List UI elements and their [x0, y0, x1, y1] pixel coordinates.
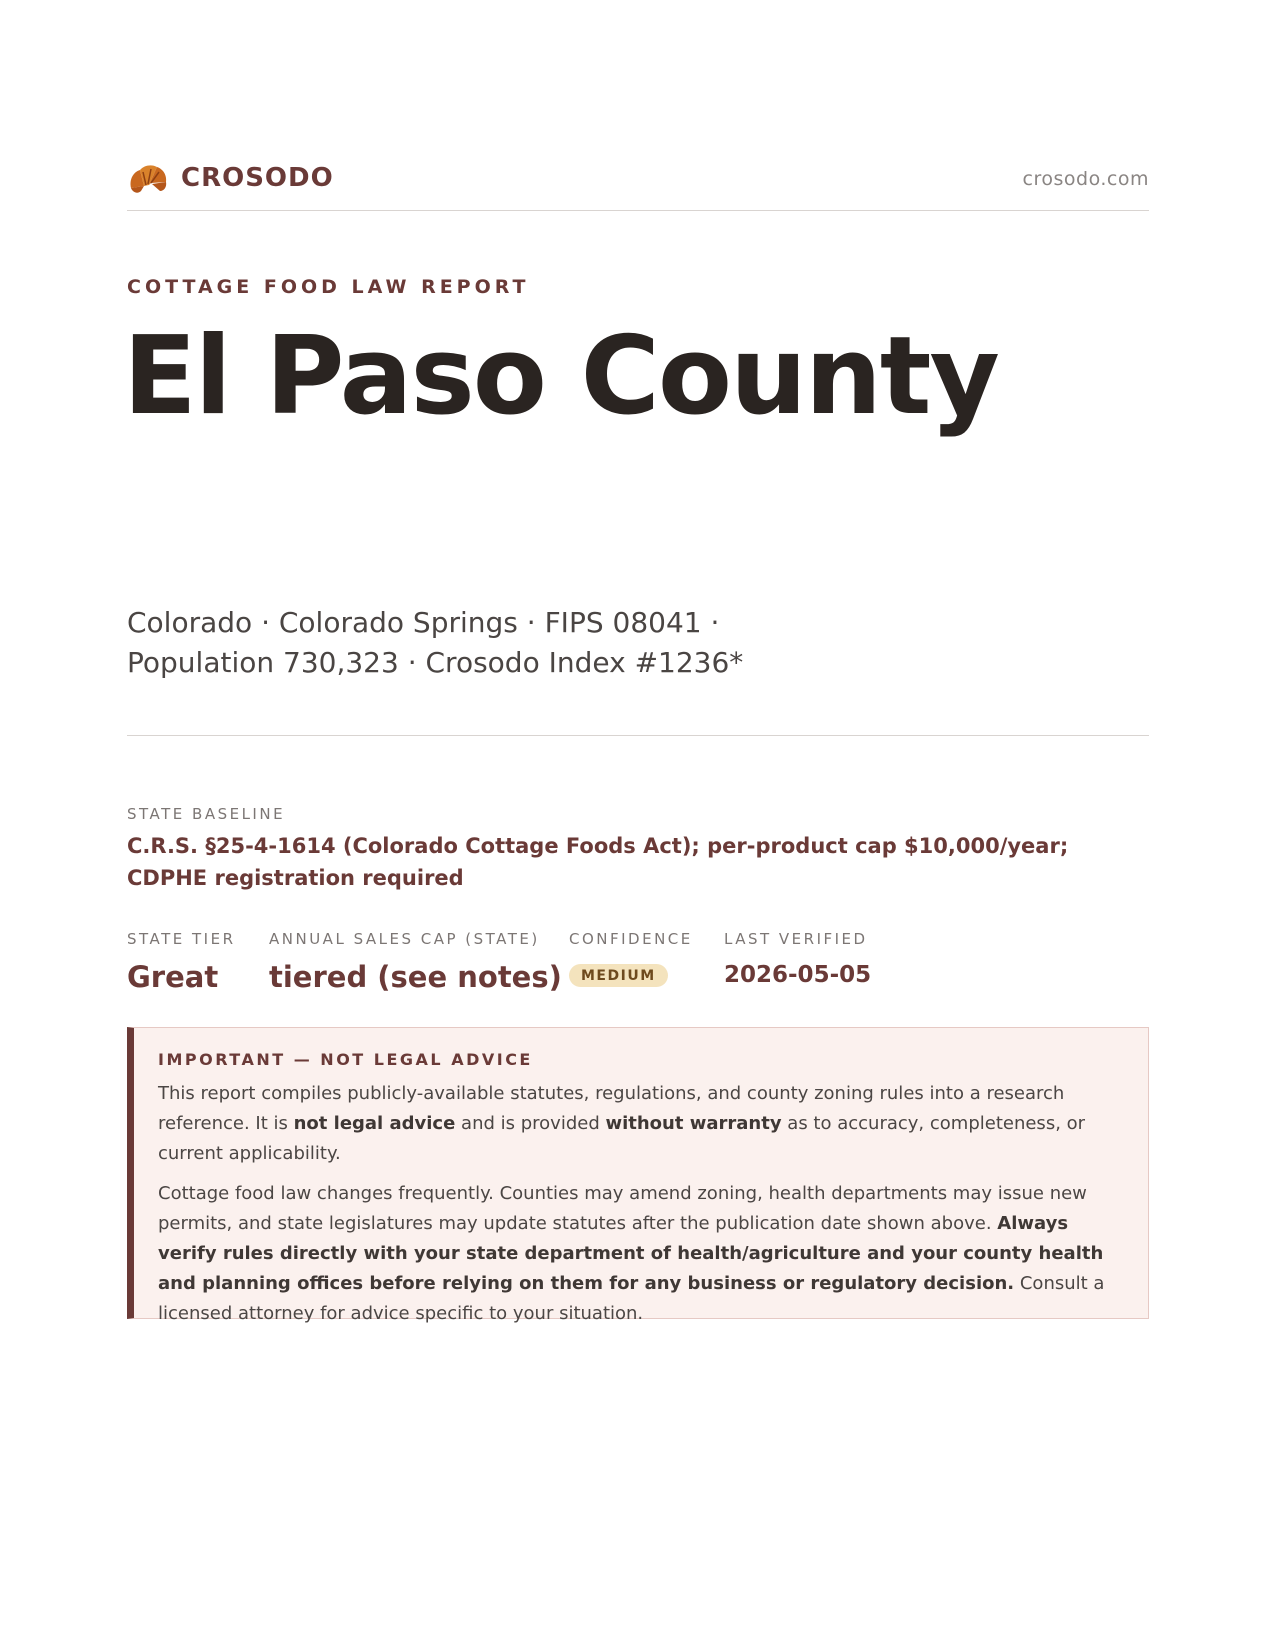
baseline-label: STATE BASELINE [127, 805, 286, 823]
disclaimer-text: Cottage food law changes frequently. Counties may amend zoning, health departments may issue new permits, and state legislatures may update statutes after the publication date shown above. [158, 1183, 1087, 1234]
brand-name: CROSODO [181, 163, 334, 193]
report-kicker: COTTAGE FOOD LAW REPORT [127, 276, 530, 298]
disclaimer-paragraph [158, 1079, 1124, 1169]
brand [127, 158, 334, 198]
disclaimer-emphasis: not legal advice [293, 1113, 456, 1134]
stats-row [127, 930, 1149, 1000]
stat-value: 2026-05-05 [724, 962, 872, 988]
stat-state-tier [127, 930, 236, 994]
disclaimer-text: as to accuracy, completeness, or current applicability. [158, 1113, 1086, 1164]
section-divider [127, 735, 1149, 736]
stat-label: LAST VERIFIED [724, 930, 868, 948]
page-title: El Paso County [123, 314, 998, 439]
stat-label: ANNUAL SALES CAP (STATE) [269, 930, 540, 948]
stat-value: tiered (see notes) [269, 960, 562, 994]
disclaimer-emphasis: Always verify rules directly with your state department of health/agriculture and your county health and planning offices before relying on them for any business or regulatory decision. [158, 1213, 1104, 1294]
disclaimer-text: This report compiles publicly-available statutes, regulations, and county zoning rules into a research reference. It is [158, 1083, 1065, 1134]
site-url[interactable]: crosodo.com [1022, 168, 1149, 190]
baseline-text: C.R.S. §25-4-1614 (Colorado Cottage Foods Act); per-product cap $10,000/year; CDPHE registration required [127, 834, 1069, 890]
stat-last-verified [724, 930, 871, 988]
disclaimer-text: Consult a licensed attorney for advice specific to your situation. [158, 1273, 1105, 1324]
disclaimer-title: IMPORTANT — NOT LEGAL ADVICE [158, 1050, 533, 1069]
stat-sales-cap [269, 930, 562, 994]
confidence-badge: MEDIUM [569, 964, 668, 987]
legal-disclaimer [127, 1027, 1149, 1324]
stat-label: CONFIDENCE [569, 930, 693, 948]
disclaimer-emphasis: without warranty [605, 1113, 782, 1134]
county-subtitle: Colorado · Colorado Springs · FIPS 08041 · Population 730,323 · Crosodo Index #1236* [127, 606, 744, 679]
croissant-icon [127, 158, 169, 198]
stat-confidence [569, 930, 693, 987]
disclaimer-text: and is provided [455, 1113, 606, 1134]
stat-label: STATE TIER [127, 930, 236, 948]
disclaimer-paragraph [158, 1179, 1124, 1329]
stat-value: Great [127, 960, 219, 994]
page-header [127, 158, 1149, 211]
